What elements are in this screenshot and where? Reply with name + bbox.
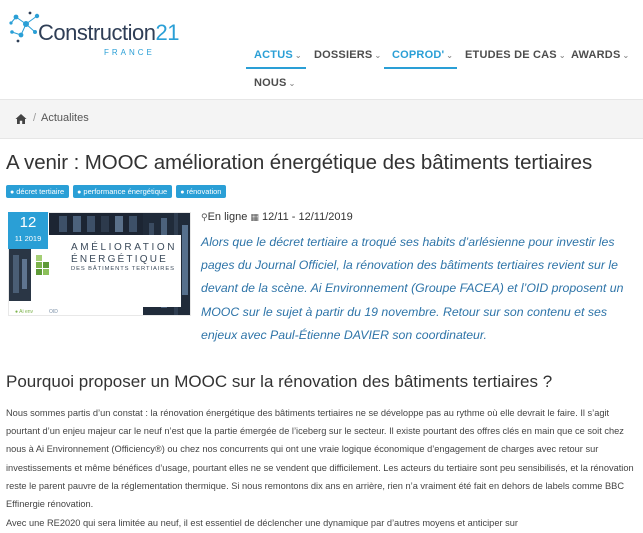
chevron-down-icon: ⌄ xyxy=(446,51,454,60)
chevron-down-icon: ⌄ xyxy=(622,51,630,60)
event-date-badge xyxy=(8,212,48,249)
article-intro: Alors que le décret tertiaire a troqué ses habits d’arlésienne pour investir les pages du Journal Officiel, la rénovation des bâtiments tertiaires revient sur le devant de la scène. Ai Environnement (Groupe FACEA) et l’OID proposent un MOOC sur le sujet à partir du 19 novembre. Retour sur son contenu et ses enjeux avec Paul-Étienne DAVIER son coordinateur. xyxy=(201,235,624,342)
nav-item-label: COPROD' xyxy=(392,49,445,61)
nav-item-label: NOUS xyxy=(254,77,287,89)
tag-label: décret tertiaire xyxy=(16,187,65,196)
tag-performance-energetique[interactable] xyxy=(73,185,172,198)
breadcrumb xyxy=(0,99,643,139)
chevron-down-icon: ⌄ xyxy=(288,79,296,88)
nav-item-coprod[interactable] xyxy=(392,49,453,61)
event-day: 12 xyxy=(19,214,37,231)
page-title: A venir : MOOC amélioration énergétique des bâtiments tertiaires xyxy=(6,151,593,174)
main-nav xyxy=(0,0,643,98)
article-paragraph: Avec une RE2020 qui sera limitée au neuf, il est essentiel de déclencher une dynamique par d’autres moyens et anticiper sur xyxy=(6,518,518,528)
nav-item-label: ETUDES DE CAS xyxy=(465,49,557,61)
event-dates: 12/11 - 12/11/2019 xyxy=(262,211,353,223)
event-meta xyxy=(201,211,353,223)
nav-item-label: DOSSIERS xyxy=(314,49,373,61)
nav-item-label: AWARDS xyxy=(571,49,621,61)
article-paragraph: Nous sommes partis d’un constat : la rénovation énergétique des bâtiments tertiaires ne se développe pas au rythme où elle devrait le faire. Il s’agit pourtant d’un enjeu majeur car le neuf n’est que la partie émergée de l’iceberg sur le secteur. Il existe pourtant des offres clés en main que ce soit chez nous à Ai Environnement (Officiency®) ou chez nos concurrents qui ont une vraie logique économique d’engagement de charges avec retour sur investissements et même bénéfices d’usage, pourtant elles ne se vendent que difficilement. Les acteurs du tertiaire sont peu sensibilisés, et la rénovation reste le parent pauvre de la réglementation thermique. Si nous remontons dix ans en arrière, rien n’a vraiment été fait en dehors de labels comme BBC Effinergie rénovation. xyxy=(6,408,634,510)
logo-brand-number: 21 xyxy=(155,20,179,45)
home-icon[interactable] xyxy=(15,113,27,125)
breadcrumb-current[interactable]: Actualites xyxy=(41,112,89,124)
chevron-down-icon: ⌄ xyxy=(294,51,302,60)
nav-item-dossiers[interactable] xyxy=(314,49,381,61)
nav-item-awards[interactable] xyxy=(571,49,629,61)
map-marker-icon: ⚲ xyxy=(201,212,208,222)
tag-decret-tertiaire[interactable] xyxy=(6,185,69,198)
nav-active-indicator xyxy=(384,67,457,69)
logo-subtitle: FRANCE xyxy=(104,48,155,57)
section-heading: Pourquoi proposer un MOOC sur la rénovation des bâtiments tertiaires ? xyxy=(6,372,553,391)
tag-list xyxy=(6,185,226,198)
image-caption-line2: ÉNERGÉTIQUE xyxy=(71,254,168,265)
nav-item-nous[interactable] xyxy=(254,77,296,89)
chevron-down-icon: ⌄ xyxy=(558,51,566,60)
tag-icon: ● xyxy=(180,189,185,196)
image-caption-line1: AMÉLIORATION xyxy=(71,242,178,253)
tag-label: performance énergétique xyxy=(83,187,168,196)
breadcrumb-separator: / xyxy=(33,112,37,124)
nav-active-indicator xyxy=(246,67,306,69)
calendar-icon: ▦ xyxy=(250,212,259,222)
tag-icon: ● xyxy=(77,189,82,196)
chevron-down-icon: ⌄ xyxy=(374,51,382,60)
image-caption-line3: DES BÂTIMENTS TERTIAIRES xyxy=(71,266,175,272)
tag-label: rénovation xyxy=(186,187,222,196)
site-header xyxy=(0,0,643,98)
nav-item-label: ACTUS xyxy=(254,49,293,61)
svg-text:OID: OID xyxy=(49,309,58,315)
svg-text:● Ai env: ● Ai env xyxy=(15,309,34,315)
tag-renovation[interactable] xyxy=(176,185,226,198)
tag-icon: ● xyxy=(10,189,15,196)
event-month: 11 2019 xyxy=(14,234,42,243)
logo-brand-name: Construction xyxy=(38,20,156,45)
nav-item-etudes-de-cas[interactable] xyxy=(465,49,566,61)
nav-item-actus[interactable] xyxy=(254,49,302,61)
event-location: En ligne xyxy=(207,211,248,223)
